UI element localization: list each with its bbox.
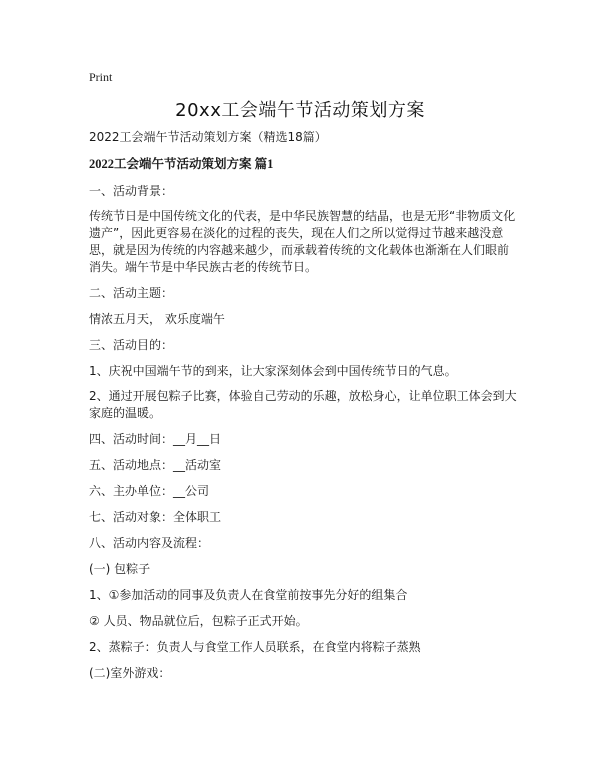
body-line-content-heading: 八、活动内容及流程： (89, 536, 210, 550)
body-line-theme-heading: 二、活动主题： (89, 286, 174, 300)
body-line-purpose-2: 2、通过开展包粽子比赛，体验自己劳动的乐趣，放松身心，让单位职工体会到大家庭的温暖。 (89, 389, 517, 420)
body-line-zongzi-heading: (一) 包粽子 (89, 562, 151, 576)
body-paragraph-background: 传统节日是中国传统文化的代表，是中华民族智慧的结晶，也是无形“非物质文化遗产”，因此更容易在淡化的过程的丧失，现在人们之所以觉得过节越来越没意思，就是因为传统的内容越来越少，而承载着传统的文化载体也渐渐在人们眼前消失。端午节是中华民族古老的传统节日。 (89, 209, 516, 274)
document-body (89, 128, 519, 690)
body-line-time: 四、活动时间：__月__日 (89, 432, 222, 446)
body-line-participants: 七、活动对象：全体职工 (89, 510, 222, 524)
body-line-zongzi-1: 1、①参加活动的同事及负责人在食堂前按事先分好的组集合 (89, 588, 408, 602)
body-line-organizer: 六、主办单位：__公司 (89, 484, 210, 498)
body-line-background-heading: 一、活动背景： (89, 184, 174, 198)
document-subtitle: 2022工会端午节活动策划方案（精选18篇） (89, 130, 327, 144)
body-line-theme: 情浓五月天， 欢乐度端午 (89, 312, 225, 326)
document-title: 20xx工会端午节活动策划方案 (175, 100, 425, 121)
body-line-steaming: 2、蒸粽子：负责人与食堂工作人员联系，在食堂内将粽子蒸熟 (89, 640, 421, 654)
body-line-location: 五、活动地点：__活动室 (89, 458, 222, 472)
print-label: Print (89, 70, 113, 84)
body-line-purpose-heading: 三、活动目的： (89, 338, 174, 352)
body-line-zongzi-2: ② 人员、物品就位后，包粽子正式开始。 (89, 614, 308, 628)
body-line-outdoor-games: (二)室外游戏： (89, 666, 171, 680)
section-heading: 2022工会端午节活动策划方案 篇1 (89, 157, 274, 171)
body-line-purpose-1: 1、庆祝中国端午节的到来，让大家深刻体会到中国传统节日的气息。 (89, 364, 457, 378)
